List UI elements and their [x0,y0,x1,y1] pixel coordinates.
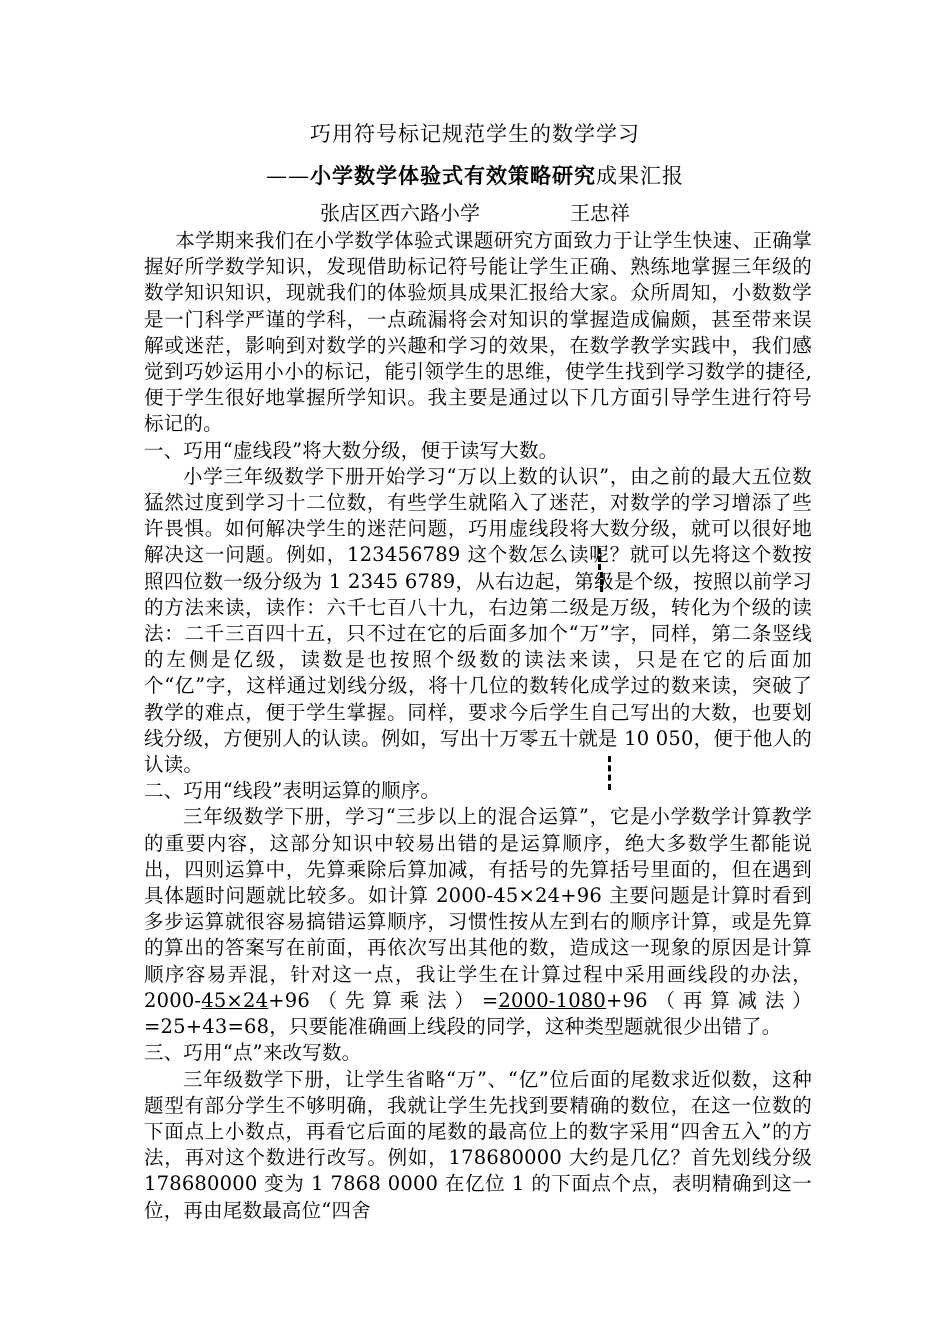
document-title: 巧用符号标记规范学生的数学学习 [310,122,640,146]
document-body [144,228,812,1224]
section3-heading: 三、巧用“点”来改写数。 [144,1041,362,1065]
document-subtitle [0,162,950,190]
section1-heading: 一、巧用“虚线段”将大数分级，便于读写大数。 [144,438,559,462]
section1-paragraph: 小学三年级数学下册开始学习“万以上数的认识”，由之前的最大五位数猛然过度到学习十二位数，有些学生就陷入了迷茫，对数学的学习增添了些许畏惧。如何解决学生的迷茫问题，巧用虚线段将大数分级，就可以很好地解决这一问题。例如，123456789 这个数怎么读呢？就可以先将这个数按照四位数一级分级为 1 2345 6789，从右边起，第级是个级，按照以前学习的方法来读，读作：六千七百八十九，右边第二级是万级，转化为个级的读法：二千三百四十五，只不过在它的后面多加个“万”字，同样，第二条竖线的左侧是亿级，读数是也按照个级数的读法来读，只是在它的后面加个“亿”字，这样通过划线分级，将十几位的数转化成学过的数来读，突破了教学的难点，便于学生掌握。同样，要求今后学生自己写出的大数，也要划线分级，方便别人的认读。例如，写出十万零五十就是 10 050，便于他人的认读。 [144,464,812,777]
intro-paragraph: 本学期来我们在小学数学体验式课题研究方面致力于让学生快速、正确掌握好所学数学知识，发现借助标记符号能让学生正确、熟练地掌握三年级的数学知识知识，现就我们的体验烦具成果汇报给大家。众所周知，小数数学是一门科学严谨的学科，一点疏漏将会对知识的掌握造成偏颇，甚至带来误解或迷茫，影响到对数学的兴趣和学习的效果，在数学教学实践中，我们感觉到巧妙运用小小的标记，能引领学生的思维，使学生找到学习数学的捷径,便于学生很好地掌握所学知识。我主要是通过以下几方面引导学生进行符号标记的。 [144,229,812,436]
dashed-separator-mark-3 [608,756,611,790]
section2-text-c: +96（再算减法）=25+43=68，只要能准确画上线段的同学，这种类型题就很少出错了。 [144,988,813,1039]
dashed-separator-mark-1 [598,548,601,570]
section2-underline-1: 45×24 [201,988,269,1012]
subtitle-dash: —— [266,164,310,188]
section2-heading: 二、巧用“线段”表明运算的顺序。 [144,779,441,803]
author-name: 王忠祥 [570,201,630,225]
dashed-separator-mark-2 [600,572,603,592]
section2-text-a: 三年级数学下册，学习“三步以上的混合运算”，它是小学数学计算教学的重要内容，这部分知识中较易出错的是运算顺序，绝大多数学生都能说出，四则运算中，先算乘除后算加减，有括号的先算括号里面的，但在遇到具体题时问题就比较多。如计算 2000-45×24+96 主要问题是计算时看到多步运算就很容易搞错运算顺序，习惯性按从左到右的顺序计算，或是先算的算出的答案写在前面，再依次写出其他的数，造成这一现象的原因是计算顺序容易弄混，针对这一点，我让学生在计算过程中采用画线段的办法，2000- [144,805,812,1012]
subtitle-tail: 成果汇报 [596,164,684,188]
author-line [0,200,950,226]
section3-paragraph: 三年级数学下册，让学生省略“万”、“亿”位后面的尾数求近似数，这种题型有部分学生不够明确，我就让学生先找到要精确的数位，在这一位数的下面点上小数点，再看它后面的尾数的最高位上的数字采用“四舍五入”的方法，再对这个数进行改写。例如，178680000 大约是几亿？首先划线分级 178680000 变为 1 7868 0000 在亿位 1 的下面点个点，表明精确到这一位，再由尾数最高位“四舍 [144,1067,812,1222]
section2-paragraph [144,804,812,1040]
section2-text-b: +96（先算乘法）= [268,988,499,1012]
subtitle-bold: 小学数学体验式有效策略研究 [310,164,596,188]
section2-underline-2: 2000-1080 [498,988,607,1012]
school-name: 张店区西六路小学 [320,201,480,225]
